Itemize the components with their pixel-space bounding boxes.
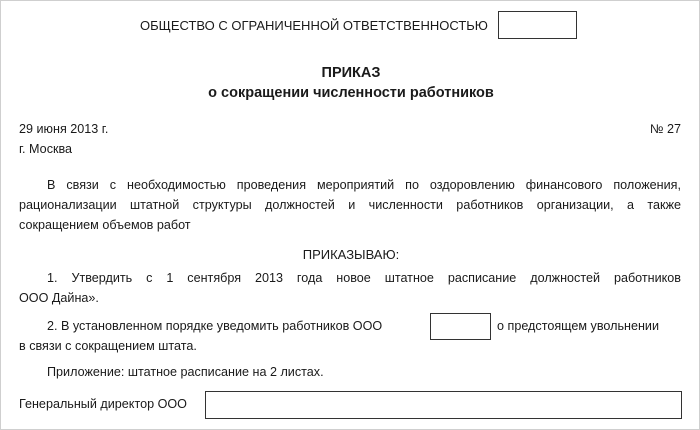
item-1-line-1: 1. Утвердить с 1 сентября 2013 года новое штатное расписание должностей работников xyxy=(47,271,681,285)
item-2-line-2: в связи с сокращением штата. xyxy=(19,339,197,353)
org-name-field[interactable] xyxy=(498,11,577,39)
director-name-field[interactable] xyxy=(205,391,682,419)
order-city: г. Москва xyxy=(19,142,73,156)
org-line-label: ОБЩЕСТВО С ОГРАНИЧЕННОЙ ОТВЕТСТВЕННОСТЬЮ xyxy=(140,18,488,33)
preamble-line-1: В связи с необходимостью проведения мероприятий по оздоровлению финансового положения, xyxy=(47,178,681,192)
attachment-note: Приложение: штатное расписание на 2 листах. xyxy=(47,365,324,379)
order-number: № 27 xyxy=(649,122,681,136)
org-name-field-2[interactable] xyxy=(430,313,491,340)
item-2-part-2: о предстоящем увольнении xyxy=(497,319,659,333)
item-1-line-2: ООО Дайна». xyxy=(19,291,99,305)
preamble-line-3: сокращением объемов работ xyxy=(19,218,191,232)
order-word: ПРИКАЗЫВАЮ: xyxy=(302,247,400,262)
order-date: 29 июня 2013 г. xyxy=(19,122,109,136)
signature-label: Генеральный директор ООО xyxy=(19,397,187,411)
item-2-part-1: 2. В установленном порядке уведомить работников ООО xyxy=(47,319,383,333)
preamble-line-2: рационализации штатной структуры должностей и численности работников организации, а также xyxy=(19,198,681,212)
document-subtitle: о сокращении численности работников xyxy=(208,85,494,101)
document-title: ПРИКАЗ xyxy=(321,65,381,81)
